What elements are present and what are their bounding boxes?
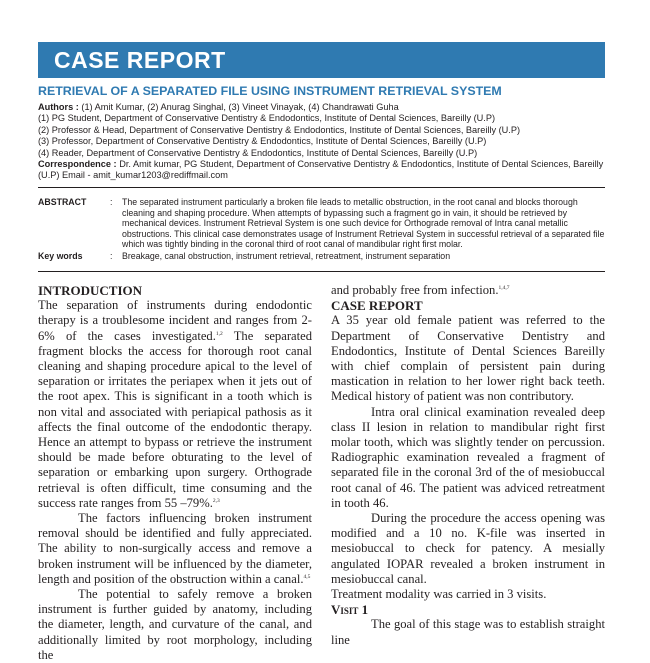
intro-paragraph-3: The potential to safely remove a broken instrument is further guided by anatomy, including the diameter, length, and curvature of the canal, and additionally limited by root morphology, including the xyxy=(38,587,312,662)
intro-paragraph-3-continued: and probably free from infection.$^{1,4,7}$ xyxy=(331,283,510,297)
divider-top xyxy=(38,187,605,188)
keywords-label: Key words xyxy=(38,250,83,261)
section-label: CASE REPORT xyxy=(54,47,226,73)
affiliation-2: (2) Professor & Head, Department of Conservative Dentistry & Endodontics, Institute of Dental Sciences, Bareilly (U.P) xyxy=(38,124,521,135)
visit-heading: Visit 1 xyxy=(331,602,369,618)
intro-paragraph-1: The separation of instruments during endodontic therapy is a troublesome incident and ranges from 2-6% of the cases investigated.$^{1,2}$ The separated fragment blocks the access for thorough root canal cleaning and shaping procedure apical to the level of separation or irritates the periapex when it jets out of the root apex. This is significant in a tooth which is non vital and associated with periapical pathosis as it affects the final outcome of the endodontic therapy. Hence an attempt to bypass or retrieve the instrument should be made before obturating to the level of separation or embarking upon surgery. Orthograde retrieval is often difficult, time consuming and the success rate ranges from 55 –79%.$^{2,3}$ xyxy=(38,298,312,510)
right-column xyxy=(331,283,605,648)
affiliation-4: (4) Reader, Department of Conservative Dentistry & Endodontics, Institute of Dental Sciences, Bareilly (U.P) xyxy=(38,147,478,158)
authors-line xyxy=(38,102,613,113)
abstract-text: The separated instrument particularly a broken file leads to metallic obstruction, in the root canal and blocks thorough cleaning and shaping procedure. When attempts of bypassing such a fragment go in vain, it should be retrieved by mechanical devices. Instrument Retrieval System is one such device for Orthograde removal of Intra canal metallic obstructions. This clinical case demonstrates usage of Instrument Retrieval System in successful retrieval of a separated file which was tightly binding in the coronal third of root canal of mandibular right first molar. xyxy=(122,197,605,249)
authors: (1) Amit Kumar, (2) Anurag Singhal, (3) Vineet Vinayak, (4) Chandrawati Guha xyxy=(81,102,399,112)
abstract-sep: : xyxy=(110,197,113,207)
keywords-sep: : xyxy=(110,250,113,261)
intro-heading: INTRODUCTION xyxy=(38,283,143,298)
correspondence: Dr. Amit kumar, PG Student, Department of Conservative Dentistry & Endodontics, Institute of Dental Sciences, Bareilly (U.P) Email - amit_kumar1203@rediffmail.com xyxy=(38,159,604,181)
keywords-row xyxy=(38,251,608,262)
citation: 1,2 xyxy=(215,330,223,337)
abstract-block xyxy=(38,197,608,261)
affiliation-3: (3) Professor, Department of Conservative Dentistry & Endodontics, Institute of Dental Sciences, Bareilly (U.P) xyxy=(38,136,487,147)
paper-title: RETRIEVAL OF A SEPARATED FILE USING INSTRUMENT RETRIEVAL SYSTEM xyxy=(38,84,502,98)
abstract-row xyxy=(38,197,608,250)
affiliation-1: (1) PG Student, Department of Conservative Dentistry & Endodontics, Institute of Dental Sciences, Bareilly (U.P) xyxy=(38,113,496,124)
abstract-label: ABSTRACT xyxy=(38,197,87,207)
case-report-heading: CASE REPORT xyxy=(331,298,423,314)
citation: 2,3 xyxy=(212,497,220,504)
case-paragraph-2: Intra oral clinical examination revealed deep class II lesion in relation to mandibular right first molar tooth, which was slightly tender on percussion. Radiographic examination revealed a fragment of separated file in the coronal 3rd of the of mesiobuccal root canal of 46. The patient was adviced retreatment in tooth 46. xyxy=(331,404,605,510)
correspondence-label: Correspondence : xyxy=(38,159,117,170)
keywords-text: Breakage, canal obstruction, instrument retrieval, retreatment, instrument separation xyxy=(122,250,451,261)
citation: 1,4,7 xyxy=(498,285,510,291)
divider-bottom xyxy=(38,271,605,272)
visit-paragraph-1: The goal of this stage was to establish straight line xyxy=(331,617,605,647)
case-paragraph-4: Treatment modality was carried in 3 visits. xyxy=(331,587,547,602)
section-banner xyxy=(38,42,605,78)
intro-paragraph-2: The factors influencing broken instrument removal should be identified and fully appreciated. The ability to non-surgically access and remove a broken instrument will be influenced by the diameter, length and position of the obstruction within a canal.$^{4,5}$ xyxy=(38,511,312,586)
authors-label: Authors : xyxy=(38,102,79,112)
case-paragraph-3: During the procedure the access opening was modified and a 10 no. K-file was inserted in mesiobuccal to check for patency. A mesially angulated IOPAR revealed a broken instrument in mesiobuccal canal. xyxy=(331,511,605,586)
case-paragraph-1: A 35 year old female patient was referred to the Department of Conservative Dentistry and Endodontics, Institute of Dental Sciences Bareilly with chief complain of persistent pain during mastication in relation to her lower right back teeth. Medical history of patient was non contributory. xyxy=(331,313,605,404)
front-matter xyxy=(38,102,613,182)
left-column xyxy=(38,283,312,663)
citation: 4,5 xyxy=(303,573,311,580)
correspondence-line xyxy=(38,159,613,182)
